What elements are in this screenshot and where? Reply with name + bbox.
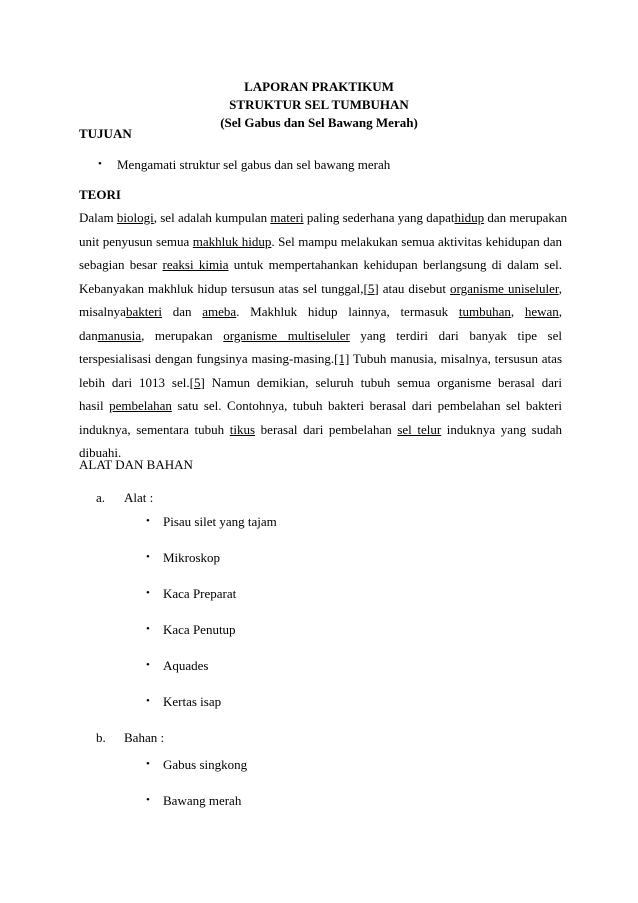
teori-text: terspesialisasi dengan fungsinya masing-masing. [79, 351, 335, 366]
teori-link[interactable]: makhluk hidup [192, 233, 272, 249]
teori-link[interactable]: reaksi kimia [162, 257, 229, 272]
teori-text: , [510, 304, 525, 319]
teori-link[interactable]: biologi [116, 210, 154, 225]
teori-text: Namun demikian, seluruh tubuh semua organisme berasal dari [204, 374, 562, 390]
teori-line [79, 300, 562, 324]
teori-text: Tubuh manusia, misalnya, tersusun atas [349, 351, 563, 366]
alat-item: Pisau silet yang tajam [163, 514, 277, 529]
teori-line [79, 394, 562, 418]
bullet-icon: • [98, 158, 102, 170]
alat-marker: a. [96, 490, 106, 505]
teori-line [79, 253, 562, 277]
teori-link[interactable]: [1] [334, 351, 350, 366]
teori-paragraph [79, 206, 568, 465]
teori-link[interactable]: [5] [363, 280, 379, 296]
teori-text: , merupakan [141, 327, 224, 343]
teori-text: , sel adalah kumpulan [153, 210, 271, 225]
teori-line [79, 418, 562, 442]
bullet-icon: • [146, 758, 150, 770]
teori-link[interactable]: tumbuhan [458, 304, 511, 319]
teori-text: , [558, 304, 563, 319]
bullet-icon: • [146, 551, 150, 563]
bahan-item: Bawang merah [163, 793, 242, 808]
alat-item: Mikroskop [163, 550, 221, 565]
teori-text: dan [79, 327, 98, 343]
teori-line [79, 324, 562, 348]
teori-text: untuk mempertahankan kehidupan berlangsung di dalam sel. [228, 257, 562, 272]
teori-text: induknya, sementara tubuh [79, 421, 230, 437]
teori-text: unit penyusun semua [79, 233, 193, 249]
teori-line [79, 371, 562, 395]
bullet-icon: • [146, 794, 150, 806]
report-title [0, 78, 638, 132]
heading-alat-bahan: ALAT DAN BAHAN [79, 457, 193, 472]
teori-link[interactable]: tikus [229, 421, 256, 437]
teori-text: yang terdiri dari banyak tipe sel [349, 327, 562, 343]
teori-link[interactable]: hewan [524, 304, 559, 319]
bullet-icon: • [146, 623, 150, 635]
teori-link[interactable]: sel telur [397, 421, 442, 437]
bullet-icon: • [146, 515, 150, 527]
teori-link[interactable]: pembelahan [109, 398, 172, 413]
bullet-icon: • [146, 659, 150, 671]
title-line-1: LAPORAN PRAKTIKUM [244, 79, 394, 94]
alat-item: Kaca Penutup [163, 622, 236, 637]
teori-text: dan merupakan [484, 210, 568, 225]
teori-text: hasil [79, 398, 110, 413]
teori-text: . Sel mampu melakukan semua aktivitas kehidupan dan [271, 233, 563, 249]
teori-line [79, 277, 562, 301]
bahan-item: Gabus singkong [163, 757, 248, 772]
teori-line [79, 206, 568, 230]
teori-text: Dalam [79, 210, 117, 225]
teori-text: lebih dari 1013 sel. [79, 374, 190, 390]
alat-item: Kaca Preparat [163, 586, 237, 601]
teori-link[interactable]: organisme multiseluler [223, 327, 350, 343]
teori-text: misalnya [79, 304, 126, 319]
teori-link[interactable]: hidup [454, 210, 485, 225]
teori-link[interactable]: organisme uniseluler [450, 280, 559, 296]
bahan-marker: b. [96, 730, 106, 745]
teori-text: dan [162, 304, 203, 319]
teori-text: satu sel. Contohnya, tubuh bakteri berasal dari pembelahan sel bakteri [171, 398, 563, 413]
teori-text: . Makhluk hidup lainnya, termasuk [236, 304, 459, 319]
bahan-label: Bahan : [124, 730, 165, 745]
teori-link[interactable]: ameba [202, 304, 237, 319]
teori-text: induknya yang sudah [441, 421, 563, 437]
alat-item: Kertas isap [163, 694, 222, 709]
heading-teori: TEORI [79, 187, 121, 202]
teori-line [79, 230, 562, 254]
teori-line [79, 347, 562, 371]
teori-text: dibuahi. [79, 445, 122, 460]
teori-text: paling sederhana yang dapat [303, 210, 455, 225]
title-line-3: (Sel Gabus dan Sel Bawang Merah) [220, 115, 418, 130]
title-line-2: STRUKTUR SEL TUMBUHAN [229, 97, 409, 112]
alat-item: Aquades [163, 658, 209, 673]
teori-text: berasal dari pembelahan [255, 421, 398, 437]
teori-link[interactable]: bakteri [125, 304, 163, 319]
teori-link[interactable]: manusia [97, 327, 142, 343]
teori-text: Kebanyakan makhluk hidup tersusun atas sel tunggal, [79, 280, 364, 296]
bullet-icon: • [146, 695, 150, 707]
teori-link[interactable]: materi [270, 210, 304, 225]
bullet-icon: • [146, 587, 150, 599]
heading-tujuan: TUJUAN [79, 126, 132, 141]
alat-label: Alat : [124, 490, 154, 505]
tujuan-item: Mengamati struktur sel gabus dan sel bawang merah [117, 157, 391, 172]
teori-link[interactable]: [5] [189, 374, 205, 390]
teori-text: sebagian besar [79, 257, 163, 272]
teori-text: atau disebut [378, 280, 451, 296]
teori-text: , [558, 280, 562, 296]
